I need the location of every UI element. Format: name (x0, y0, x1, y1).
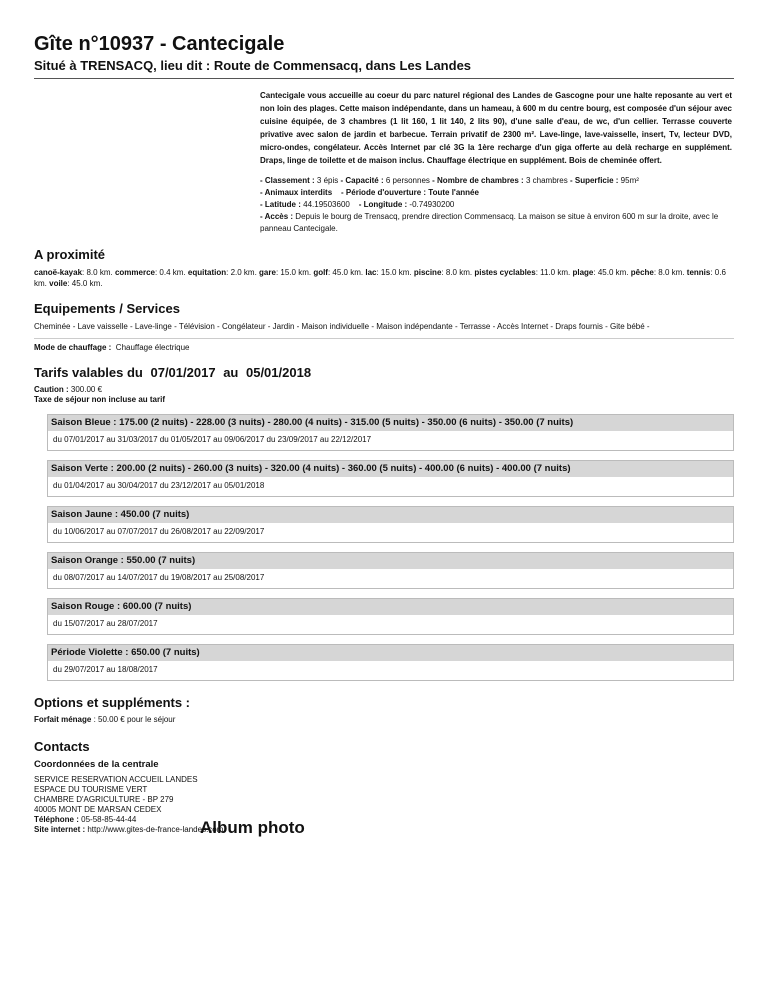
page-content (34, 32, 734, 835)
phone-line (34, 815, 734, 825)
proximite-item-name: gare (259, 268, 276, 277)
season-dates: du 15/07/2017 au 28/07/2017 (53, 619, 158, 628)
menage-line (34, 715, 734, 725)
contacts-subtitle: Coordonnées de la centrale (34, 759, 159, 770)
caution-label: Caution : (34, 385, 69, 394)
proximite-list (34, 267, 734, 289)
proximite-item-name: pêche (630, 268, 654, 277)
chauffage-line (34, 338, 734, 353)
proximite-item-name: commerce (114, 268, 155, 277)
season-dates: du 01/04/2017 au 30/04/2017 du 23/12/2017 au 05/01/2018 (53, 481, 265, 490)
address-line: 40005 MONT DE MARSAN CEDEX (34, 805, 162, 814)
proximite-section (34, 247, 734, 289)
taxe-text: Taxe de séjour non incluse au tarif (34, 395, 165, 404)
options-title: Options et suppléments : (34, 695, 191, 710)
album-title: Album photo (200, 818, 305, 837)
classement-label: - Classement : (260, 176, 315, 185)
chambres-label: - Nombre de chambres : (432, 176, 524, 185)
ouverture-text: - Période d'ouverture : Toute l'année (341, 188, 479, 197)
proximite-item-name: tennis (686, 268, 711, 277)
superficie-label: - Superficie : (569, 176, 619, 185)
address-line: SERVICE RESERVATION ACCUEIL LANDES (34, 775, 198, 784)
tarifs-title-prefix: Tarifs valables du (34, 365, 143, 380)
address-line: CHAMBRE D'AGRICULTURE - BP 279 (34, 795, 174, 804)
proximite-item-value: : 8.0 km. (82, 268, 113, 277)
season-box (47, 598, 734, 635)
season-dates: du 08/07/2017 au 14/07/2017 du 19/08/2017 au 25/08/2017 (53, 573, 265, 582)
season-box (47, 414, 734, 451)
page-subtitle: Situé à TRENSACQ, lieu dit : Route de Commensacq, dans Les Landes (34, 58, 472, 73)
menage-value: : 50.00 € pour le séjour (93, 715, 176, 724)
chauffage-label: Mode de chauffage : (34, 343, 112, 352)
proximite-item-name: lac (365, 268, 377, 277)
menage-label: Forfait ménage (34, 715, 92, 724)
proximite-item-value: : 8.0 km. (653, 268, 685, 277)
proximite-item-name: canoë-kayak (34, 268, 83, 277)
proximite-item-value: : 2.0 km. (226, 268, 257, 277)
season-dates: du 29/07/2017 au 18/08/2017 (53, 665, 158, 674)
proximite-item-name: equitation (187, 268, 227, 277)
proximite-item-name: voile (49, 279, 68, 288)
proximite-item-name: pistes cyclables (474, 268, 536, 277)
proximite-item-value: : 45.0 km. (327, 268, 364, 277)
title-divider (34, 78, 734, 79)
season-dates: du 07/01/2017 au 31/03/2017 du 01/05/2017 au 09/06/2017 du 23/09/2017 au 22/12/2017 (53, 435, 372, 444)
options-section (34, 695, 734, 725)
season-box (47, 552, 734, 589)
proximite-item-name: golf (313, 268, 328, 277)
classement-value: 3 épis (316, 176, 339, 185)
season-dates: du 10/06/2017 au 07/07/2017 du 26/08/2017 au 22/09/2017 (53, 527, 265, 536)
acces-label: - Accès : (260, 212, 294, 221)
capacite-value: 6 personnes (385, 176, 430, 185)
latitude-label: - Latitude : (260, 200, 301, 209)
animaux-text: - Animaux interdits (260, 188, 333, 197)
facts-block (260, 175, 732, 235)
site-link[interactable]: http://www.gites-de-france-landes.com (87, 825, 224, 834)
acces-value: Depuis le bourg de Trensacq, prendre direction Commensacq. La maison se situe à environ 600 m sur la droite, avec le panneau Cantecigale. (260, 212, 719, 233)
tarifs-date-to: 05/01/2018 (245, 365, 312, 380)
phone-value: 05-58-85-44-44 (81, 815, 137, 824)
proximite-item-value: : 45.0 km. (67, 279, 103, 288)
season-box (47, 460, 734, 497)
equipements-list: Cheminée - Lave vaisselle - Lave-linge - Télévision - Congélateur - Jardin - Maison individuelle - Maison indépendante - Terrasse - Accès Internet - Draps fournis - Gite bébé - (34, 322, 650, 331)
season-header: Saison Verte : 200.00 (2 nuits) - 260.00 (3 nuits) - 320.00 (4 nuits) - 360.00 (5 nuits) - 400.00 (6 nuits) - 400.00 (7 nuits) (48, 461, 733, 477)
page-title: Gîte n°10937 - Cantecigale (34, 33, 285, 55)
tarifs-title-mid: au (223, 365, 239, 380)
proximite-item-value: : 11.0 km. (535, 268, 571, 277)
proximite-item-name: piscine (413, 268, 442, 277)
description: Cantecigale vous accueille au coeur du parc naturel régional des Landes de Gascogne pour une halte reposante au vert et non loin des plages. Cette maison indépendante, dans un hameau, à 600 m du centre bourg, est composée d'un séjour avec cuisine équipée, de 3 chambres (1 lit 160, 1 lit 140, 2 lits 90), d'une salle d'eau, de wc, d'un cellier. Terrasse couverte privative avec salon de jardin et barbecue. Terrain privatif de 2300 m². Lave-linge, lave-vaisselle, insert, Tv, lecteur DVD, micro-ondes, congélateur. Accès Internet par clé 3G la 1ère recharge d'un giga offerte au delà recharge en supplément. Draps, linge de toilette et de maison inclus. Chauffage électrique en supplément. Bois de cheminée offert. (260, 91, 732, 165)
caution-block (34, 385, 734, 405)
seasons-list (34, 414, 734, 681)
tarifs-date-from: 07/01/2017 (150, 365, 216, 380)
season-header: Saison Rouge : 600.00 (7 nuits) (48, 599, 733, 615)
equipements-title: Equipements / Services (34, 301, 180, 316)
latitude-value: 44.19503600 (303, 200, 350, 209)
season-header: Saison Orange : 550.00 (7 nuits) (48, 553, 733, 569)
season-header: Période Violette : 650.00 (7 nuits) (48, 645, 733, 661)
site-line (34, 825, 734, 835)
proximite-item-value: : 15.0 km. (275, 268, 312, 277)
caution-value: 300.00 € (70, 385, 103, 394)
phone-label: Téléphone : (34, 815, 79, 824)
proximite-item-name: plage (572, 268, 594, 277)
season-box (47, 644, 734, 681)
equipements-section (34, 301, 734, 353)
season-header: Saison Jaune : 450.00 (7 nuits) (48, 507, 733, 523)
proximite-item-value: : 15.0 km. (376, 268, 412, 277)
longitude-value: -0.74930200 (409, 200, 455, 209)
tarifs-title (34, 365, 734, 381)
proximite-item-value: : 8.0 km. (441, 268, 473, 277)
season-header: Saison Bleue : 175.00 (2 nuits) - 228.00 (3 nuits) - 280.00 (4 nuits) - 315.00 (5 nuits) - 350.00 (6 nuits) - 350.00 (7 nuits) (48, 415, 733, 431)
proximite-item-value: : 0.6 km. (34, 268, 726, 288)
proximite-title: A proximité (34, 247, 106, 262)
contact-address (34, 775, 734, 835)
site-label: Site internet : (34, 825, 86, 834)
longitude-label: - Longitude : (358, 200, 408, 209)
contacts-title: Contacts (34, 739, 90, 754)
superficie-value: 95m² (620, 176, 639, 185)
chauffage-value: Chauffage électrique (115, 343, 190, 352)
season-box (47, 506, 734, 543)
contacts-section (34, 739, 734, 835)
address-line: ESPACE DU TOURISME VERT (34, 785, 148, 794)
proximite-item-value: : 0.4 km. (154, 268, 186, 277)
chambres-value: 3 chambres (525, 176, 568, 185)
capacite-label: - Capacité : (340, 176, 384, 185)
proximite-item-value: : 45.0 km. (593, 268, 629, 277)
